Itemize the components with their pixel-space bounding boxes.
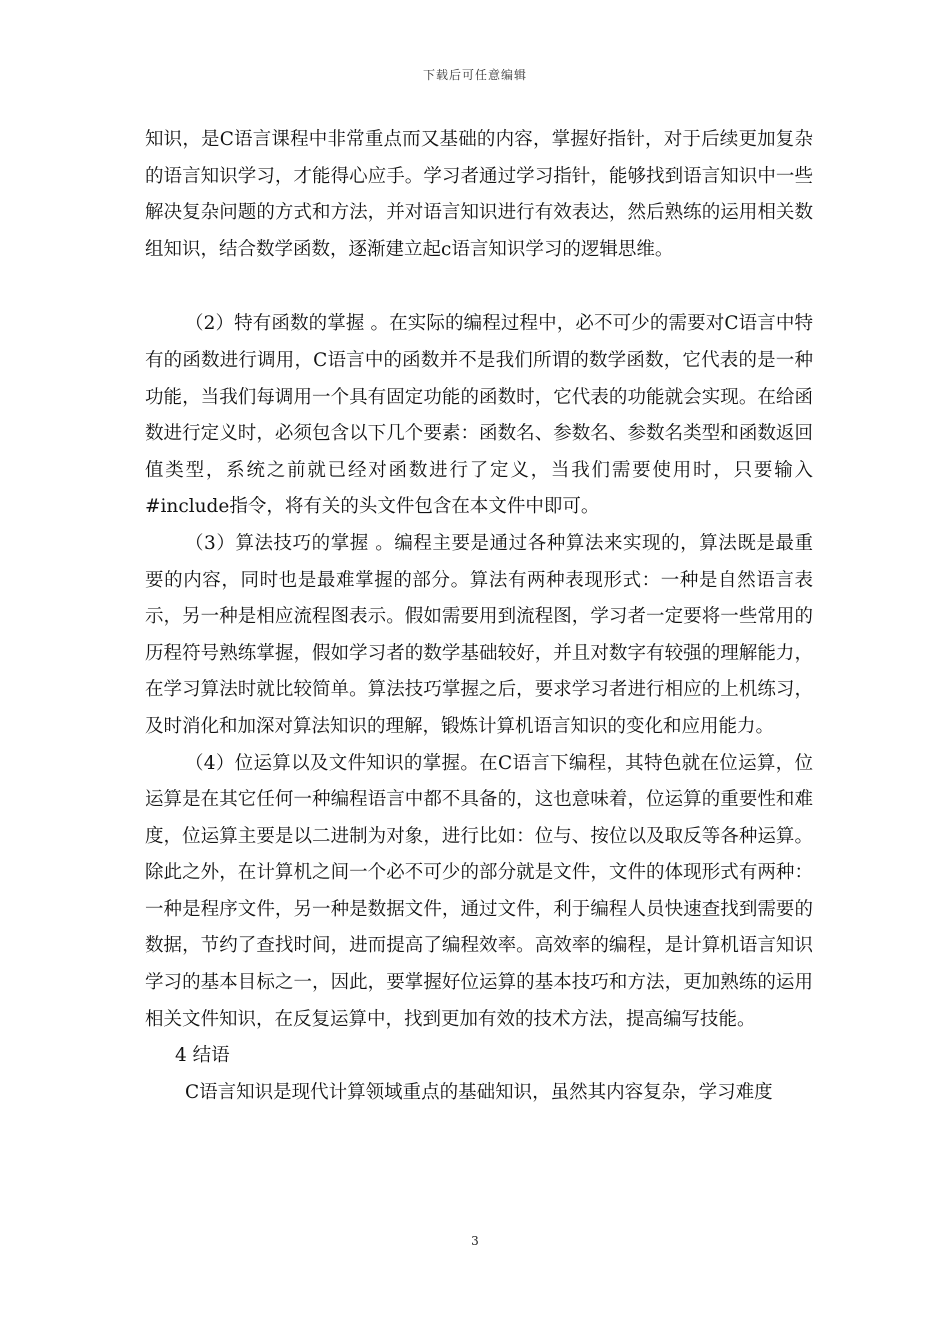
paragraph-bit-operations: （4）位运算以及文件知识的掌握。在C语言下编程，其特色就在位运算，位运算是在其它任何一种编程语言中都不具备的，这也意味着，位运算的重要性和难度，位运算主要是以二进制为对象，进行比如：位与、按位以及取反等各种运算。除此之外，在计算机之间一个必不可少的部分就是文件，文件的体现形式有两种：一种是程序文件，另一种是数据文件，通过文件，利于编程人员快速查找到需要的数据，节约了查找时间，进而提高了编程效率。高效率的编程，是计算机语言知识学习的基本目标之一，因此，要掌握好位运算的基本技巧和方法，更加熟练的运用相关文件知识，在反复运算中，找到更加有效的技术方法，提高编写技能。	[145, 752, 813, 1030]
paragraph-special-functions: （2）特有函数的掌握 。在实际的编程过程中，必不可少的需要对C语言中特有的函数进行调用，C语言中的函数并不是我们所谓的数学函数，它代表的是一种功能，当我们每调用一个具有固定功能的函数时，它代表的功能就会实现。在给函数进行定义时，必须包含以下几个要素：函数名、参数名、参数名类型和函数返回值类型，系统之前就已经对函数进行了定义，当我们需要使用时，只要输入#include指令，将有关的头文件包含在本文件中即可。	[145, 313, 813, 518]
section-heading-conclusion: 4 结语	[175, 1045, 230, 1067]
page-number: 3	[471, 1234, 479, 1248]
page-header: 下载后可任意编辑	[422, 68, 527, 82]
document-body	[145, 122, 813, 1111]
paragraph-conclusion: C语言知识是现代计算领域重点的基础知识，虽然其内容复杂，学习难度	[185, 1081, 773, 1103]
paragraph-algorithm-skills: （3）算法技巧的掌握 。编程主要是通过各种算法来实现的，算法既是最重要的内容，同时也是最难掌握的部分。算法有两种表现形式：一种是自然语言表示，另一种是相应流程图表示。假如需要用到流程图，学习者一定要将一些常用的历程符号熟练掌握，假如学习者的数学基础较好，并且对数字有较强的理解能力，在学习算法时就比较简单。算法技巧掌握之后，要求学习者进行相应的上机练习，及时消化和加深对算法知识的理解，锻炼计算机语言知识的变化和应用能力。	[145, 532, 813, 737]
paragraph-pointer-knowledge: 知识，是C语言课程中非常重点而又基础的内容，掌握好指针，对于后续更加复杂的语言知识学习，才能得心应手。学习者通过学习指针，能够找到语言知识中一些解决复杂问题的方式和方法，并对语言知识进行有效表达，然后熟练的运用相关数组知识，结合数学函数，逐渐建立起c语言知识学习的逻辑思维。	[145, 129, 813, 260]
